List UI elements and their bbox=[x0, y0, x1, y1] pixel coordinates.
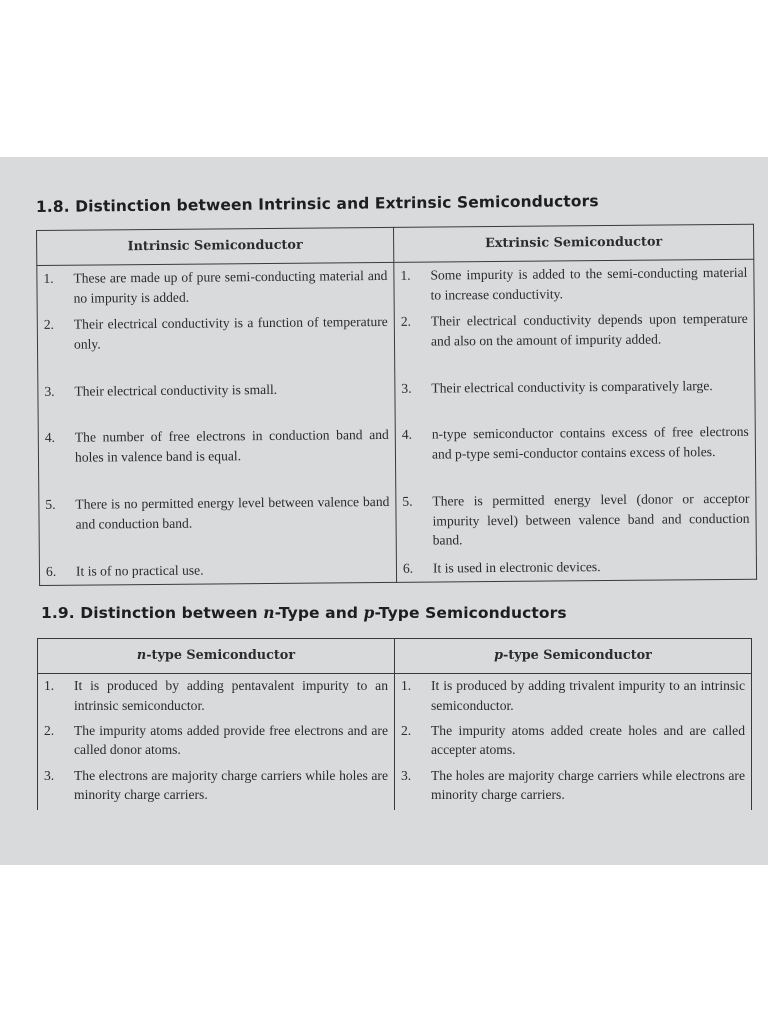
row-number: 5. bbox=[45, 497, 56, 513]
title-text: -Type Semiconductors bbox=[374, 604, 567, 622]
row-number: 3. bbox=[401, 767, 412, 783]
extrinsic-cell: n-type semiconductor contains excess of free electrons and p-type semi-conductor contains excess of holes. bbox=[431, 424, 749, 462]
header-italic: n bbox=[136, 648, 147, 664]
header-extrinsic: Extrinsic Semiconductor bbox=[393, 224, 753, 262]
p-type-cell: The holes are majority charge carriers while electrons are minority charge carriers. bbox=[431, 767, 745, 802]
row-number: 1. bbox=[401, 678, 412, 693]
row-number: 2. bbox=[401, 722, 412, 738]
intrinsic-extrinsic-table bbox=[36, 224, 757, 586]
n-p-type-table bbox=[37, 638, 752, 810]
row-number: 4. bbox=[401, 427, 413, 443]
title-text: -Type and bbox=[274, 604, 364, 622]
row-number: 6. bbox=[402, 560, 414, 576]
row-number: 2. bbox=[400, 313, 412, 329]
intrinsic-cell: There is no permitted energy level between valence band and conduction band. bbox=[75, 494, 390, 532]
row-number: 1. bbox=[44, 678, 55, 693]
header-n-type bbox=[38, 639, 395, 674]
extrinsic-cell: Some impurity is added to the semi-conducting material to increase conductivity. bbox=[430, 264, 748, 303]
intrinsic-cell: These are made up of pure semi-conducting material and no impurity is added. bbox=[73, 267, 388, 306]
intrinsic-cell: It is of no practical use. bbox=[75, 562, 204, 579]
table-row bbox=[38, 419, 756, 492]
row-number: 4. bbox=[44, 430, 56, 446]
extrinsic-cell: It is used in electronic devices. bbox=[432, 559, 601, 576]
table-row bbox=[37, 306, 755, 379]
title-n: n bbox=[263, 603, 275, 622]
section-1-8-title: 1.8. Distinction between Intrinsic and Extrinsic Semiconductors bbox=[35, 192, 599, 216]
row-number: 3. bbox=[401, 380, 412, 396]
n-type-cell: It is produced by adding pentavalent impurity to an intrinsic semiconductor. bbox=[74, 678, 388, 713]
intrinsic-cell: The number of free electrons in conduction band and holes in valence band is equal. bbox=[74, 427, 389, 465]
extrinsic-cell: There is permitted energy level (donor or acceptor impurity level) between valence band and conduction band. bbox=[432, 491, 750, 548]
header-p-type bbox=[395, 639, 752, 674]
title-text: 1.9. Distinction between bbox=[41, 604, 264, 622]
table-row bbox=[38, 373, 755, 426]
extrinsic-cell: Their electrical conductivity is comparatively large. bbox=[431, 378, 713, 396]
row-number: 5. bbox=[402, 494, 413, 510]
header-text: -type Semiconductor bbox=[146, 648, 296, 664]
row-number: 2. bbox=[43, 316, 55, 333]
table-header-row bbox=[38, 639, 752, 674]
intrinsic-cell: Their electrical conductivity is a function of temperature only. bbox=[73, 314, 388, 352]
extrinsic-cell: Their electrical conductivity depends upon temperature and also on the amount of impurity added. bbox=[430, 310, 748, 349]
row-number: 2. bbox=[44, 722, 55, 738]
table-row bbox=[38, 764, 752, 810]
p-type-cell: The impurity atoms added create holes and are called accepter atoms. bbox=[431, 722, 745, 757]
header-text: -type Semiconductor bbox=[503, 648, 652, 664]
row-number: 3. bbox=[44, 383, 55, 399]
row-number: 6. bbox=[45, 563, 57, 580]
header-italic: p bbox=[494, 648, 504, 664]
section-1-9-title bbox=[41, 603, 567, 622]
header-intrinsic: Intrinsic Semiconductor bbox=[37, 227, 394, 265]
n-type-cell: The impurity atoms added provide free electrons and are called donor atoms. bbox=[74, 722, 388, 757]
n-type-cell: The electrons are majority charge carriers while holes are minority charge carriers. bbox=[74, 767, 388, 802]
row-number: 1. bbox=[400, 267, 411, 283]
intrinsic-cell: Their electrical conductivity is small. bbox=[74, 381, 278, 399]
table-row bbox=[38, 674, 752, 719]
table-row bbox=[37, 259, 754, 312]
title-p: p bbox=[363, 603, 375, 622]
row-number: 1. bbox=[43, 270, 54, 286]
table-row bbox=[38, 719, 752, 764]
row-number: 3. bbox=[44, 767, 55, 783]
table-row bbox=[39, 486, 757, 559]
p-type-cell: It is produced by adding trivalent impurity to an intrinsic semiconductor. bbox=[431, 678, 745, 713]
table-row bbox=[39, 553, 756, 586]
